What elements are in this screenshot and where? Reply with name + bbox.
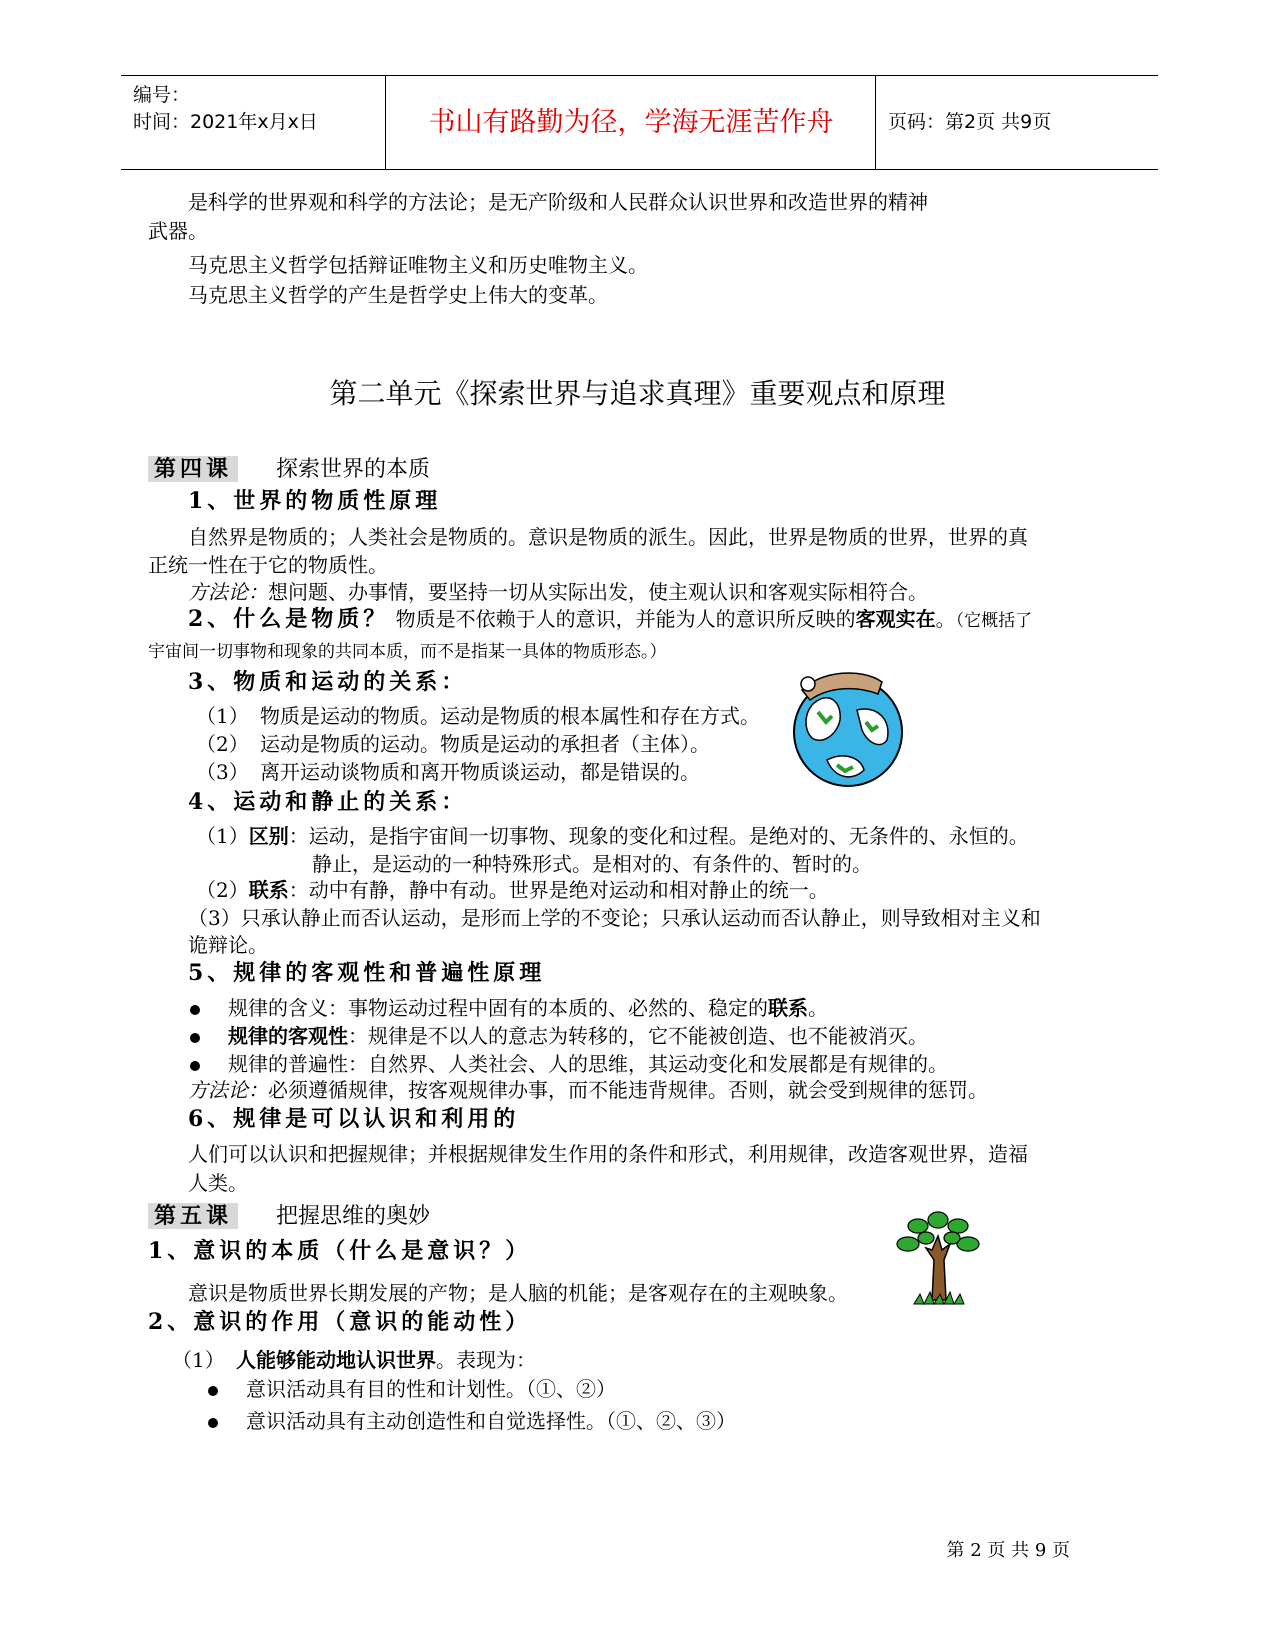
section-heading: 5、规律的客观性和普遍性原理 [188, 960, 546, 986]
number-label: 编号： [133, 84, 191, 106]
s5-bullet-2: 规律的客观性：规律是不以人的意志为转移的，它不能被创造、也不能被消灭。 [190, 1022, 928, 1050]
section-heading: 2、意识的作用（意识的能动性） [148, 1309, 532, 1335]
s3-item [196, 730, 710, 758]
header-motto: 书山有路勤为径，学海无涯苦作舟 [387, 76, 876, 169]
intro-line-4: 马克思主义哲学的产生是哲学史上伟大的变革。 [188, 283, 608, 307]
s4-line-3 [196, 876, 829, 904]
l5-s1-para: 意识是物质世界长期发展的产物；是人脑的机能；是客观存在的主观映象。 [188, 1281, 848, 1305]
section-heading: 2、什么是物质？ [188, 606, 390, 632]
s4-line-1 [196, 822, 1029, 850]
lesson4-title: 探索世界的本质 [276, 457, 431, 482]
item-text: 物质是运动的物质。运动是物质的根本属性和存在方式。 [260, 704, 760, 728]
bullet-icon [190, 1005, 200, 1015]
s6-para-1: 人们可以认识和把握规律；并根据规律发生作用的条件和形式，利用规律，改造客观世界，造福 [188, 1142, 1028, 1166]
s5-bullet-3: 规律的普遍性：自然界、人类社会、人的思维，其运动变化和发展都是有规律的。 [190, 1050, 948, 1078]
header-left-cell [121, 76, 386, 169]
item-text: ：运动，是指宇宙间一切事物、现象的变化和过程。是绝对的、无条件的、永恒的。 [288, 824, 1029, 848]
s1-para-1: 自然界是物质的；人类社会是物质的。意识是物质的派生。因此，世界是物质的世界，世界的真 [188, 525, 1028, 549]
s2-line [188, 605, 1032, 635]
item-text: 运动是物质的运动。物质是运动的承担者（主体）。 [260, 732, 710, 756]
s6-para-2: 人类。 [188, 1171, 248, 1195]
s2-note-2: 宇宙间一切事物和现象的共同本质，而不是指某一具体的物质形态。） [148, 642, 667, 662]
bullet-icon [208, 1418, 218, 1428]
item-text: 。表现为： [436, 1348, 536, 1372]
item-num: （1） [196, 704, 249, 728]
globe-icon [782, 660, 912, 790]
item-text: 离开运动谈物质和离开物质谈运动，都是错误的。 [260, 760, 700, 784]
s4-line-4: （3）只承认静止而否认运动，是形而上学的不变论；只承认运动而否认静止，则导致相对主义和 [188, 906, 1041, 930]
s3-item [196, 758, 700, 786]
s3-item [196, 702, 760, 730]
s5-method [188, 1076, 988, 1104]
l5-s2-bullet-1: 意识活动具有目的性和计划性。（①、②） [208, 1375, 616, 1403]
section-heading: 4、运动和静止的关系： [188, 789, 468, 815]
item-num: （2） [196, 878, 249, 902]
s4-line-2: 静止，是运动的一种特殊形式。是相对的、有条件的、暂时的。 [312, 852, 872, 876]
bullet-icon [190, 1033, 200, 1043]
lesson4-tag: 第四课 [148, 456, 238, 482]
section-heading: 6、规律是可以认识和利用的 [188, 1106, 520, 1132]
s4-line-5: 诡辩论。 [188, 933, 268, 957]
item-bold: 联系 [248, 878, 289, 902]
lesson5-tag: 第五课 [148, 1203, 238, 1229]
intro-line-2: 武器。 [148, 219, 208, 243]
method-label: 方法论： [188, 580, 268, 604]
s5-bullet-1: 规律的含义：事物运动过程中固有的本质的、必然的、稳定的联系。 [190, 994, 828, 1022]
item-num: （3） [196, 760, 249, 784]
page-footer: 第 2 页 共 9 页 [946, 1540, 1070, 1561]
s2-text-1: 物质是不依赖于人的意识，并能为人的意识所反映的 [395, 607, 856, 631]
l5-s2-line-1 [172, 1346, 536, 1374]
method-label: 方法论： [188, 1078, 268, 1102]
section-heading: 1、意识的本质（什么是意识？） [148, 1238, 532, 1264]
header-page-label: 页码：第2页 共9页 [888, 111, 1052, 133]
bullet-icon [190, 1061, 200, 1071]
s2-note-1: （它概括了 [955, 611, 1033, 631]
section-heading: 3、物质和运动的关系： [188, 669, 468, 695]
method-text: 必须遵循规律，按客观规律办事，而不能违背规律。否则，就会受到规律的惩罚。 [268, 1078, 988, 1102]
s1-method [188, 578, 928, 606]
s2-bold: 客观实在 [855, 607, 936, 631]
method-text: 想问题、办事情，要坚持一切从实际出发，使主观认识和客观实际相符合。 [268, 580, 928, 604]
page-header [121, 75, 1158, 170]
tree-icon [888, 1200, 988, 1308]
intro-line-1: 是科学的世界观和科学的方法论；是无产阶级和人民群众认识世界和改造世界的精神 [188, 190, 928, 214]
item-bold: 区别 [248, 824, 289, 848]
section-heading: 1、世界的物质性原理 [188, 488, 442, 514]
item-text: ：动中有静，静中有动。世界是绝对运动和相对静止的统一。 [288, 878, 829, 902]
item-num: （1） [196, 824, 249, 848]
unit-title: 第二单元《探索世界与追求真理》重要观点和原理 [329, 377, 946, 410]
l5-s2-bullet-2: 意识活动具有主动创造性和自觉选择性。（①、②、③） [208, 1407, 736, 1435]
bullet-icon [208, 1386, 218, 1396]
s1-para-2: 正统一性在于它的物质性。 [148, 553, 388, 577]
item-num: （2） [196, 732, 249, 756]
intro-line-3: 马克思主义哲学包括辩证唯物主义和历史唯物主义。 [188, 253, 648, 277]
lesson4-heading [148, 451, 430, 488]
lesson5-title: 把握思维的奥妙 [276, 1204, 431, 1229]
s2-text-2: 。 [935, 607, 956, 631]
lesson5-heading [148, 1198, 430, 1235]
item-bold: 人能够能动地认识世界 [236, 1348, 436, 1372]
time-label: 时间：2021年x月x日 [133, 111, 318, 133]
item-num: （1） [172, 1348, 225, 1372]
